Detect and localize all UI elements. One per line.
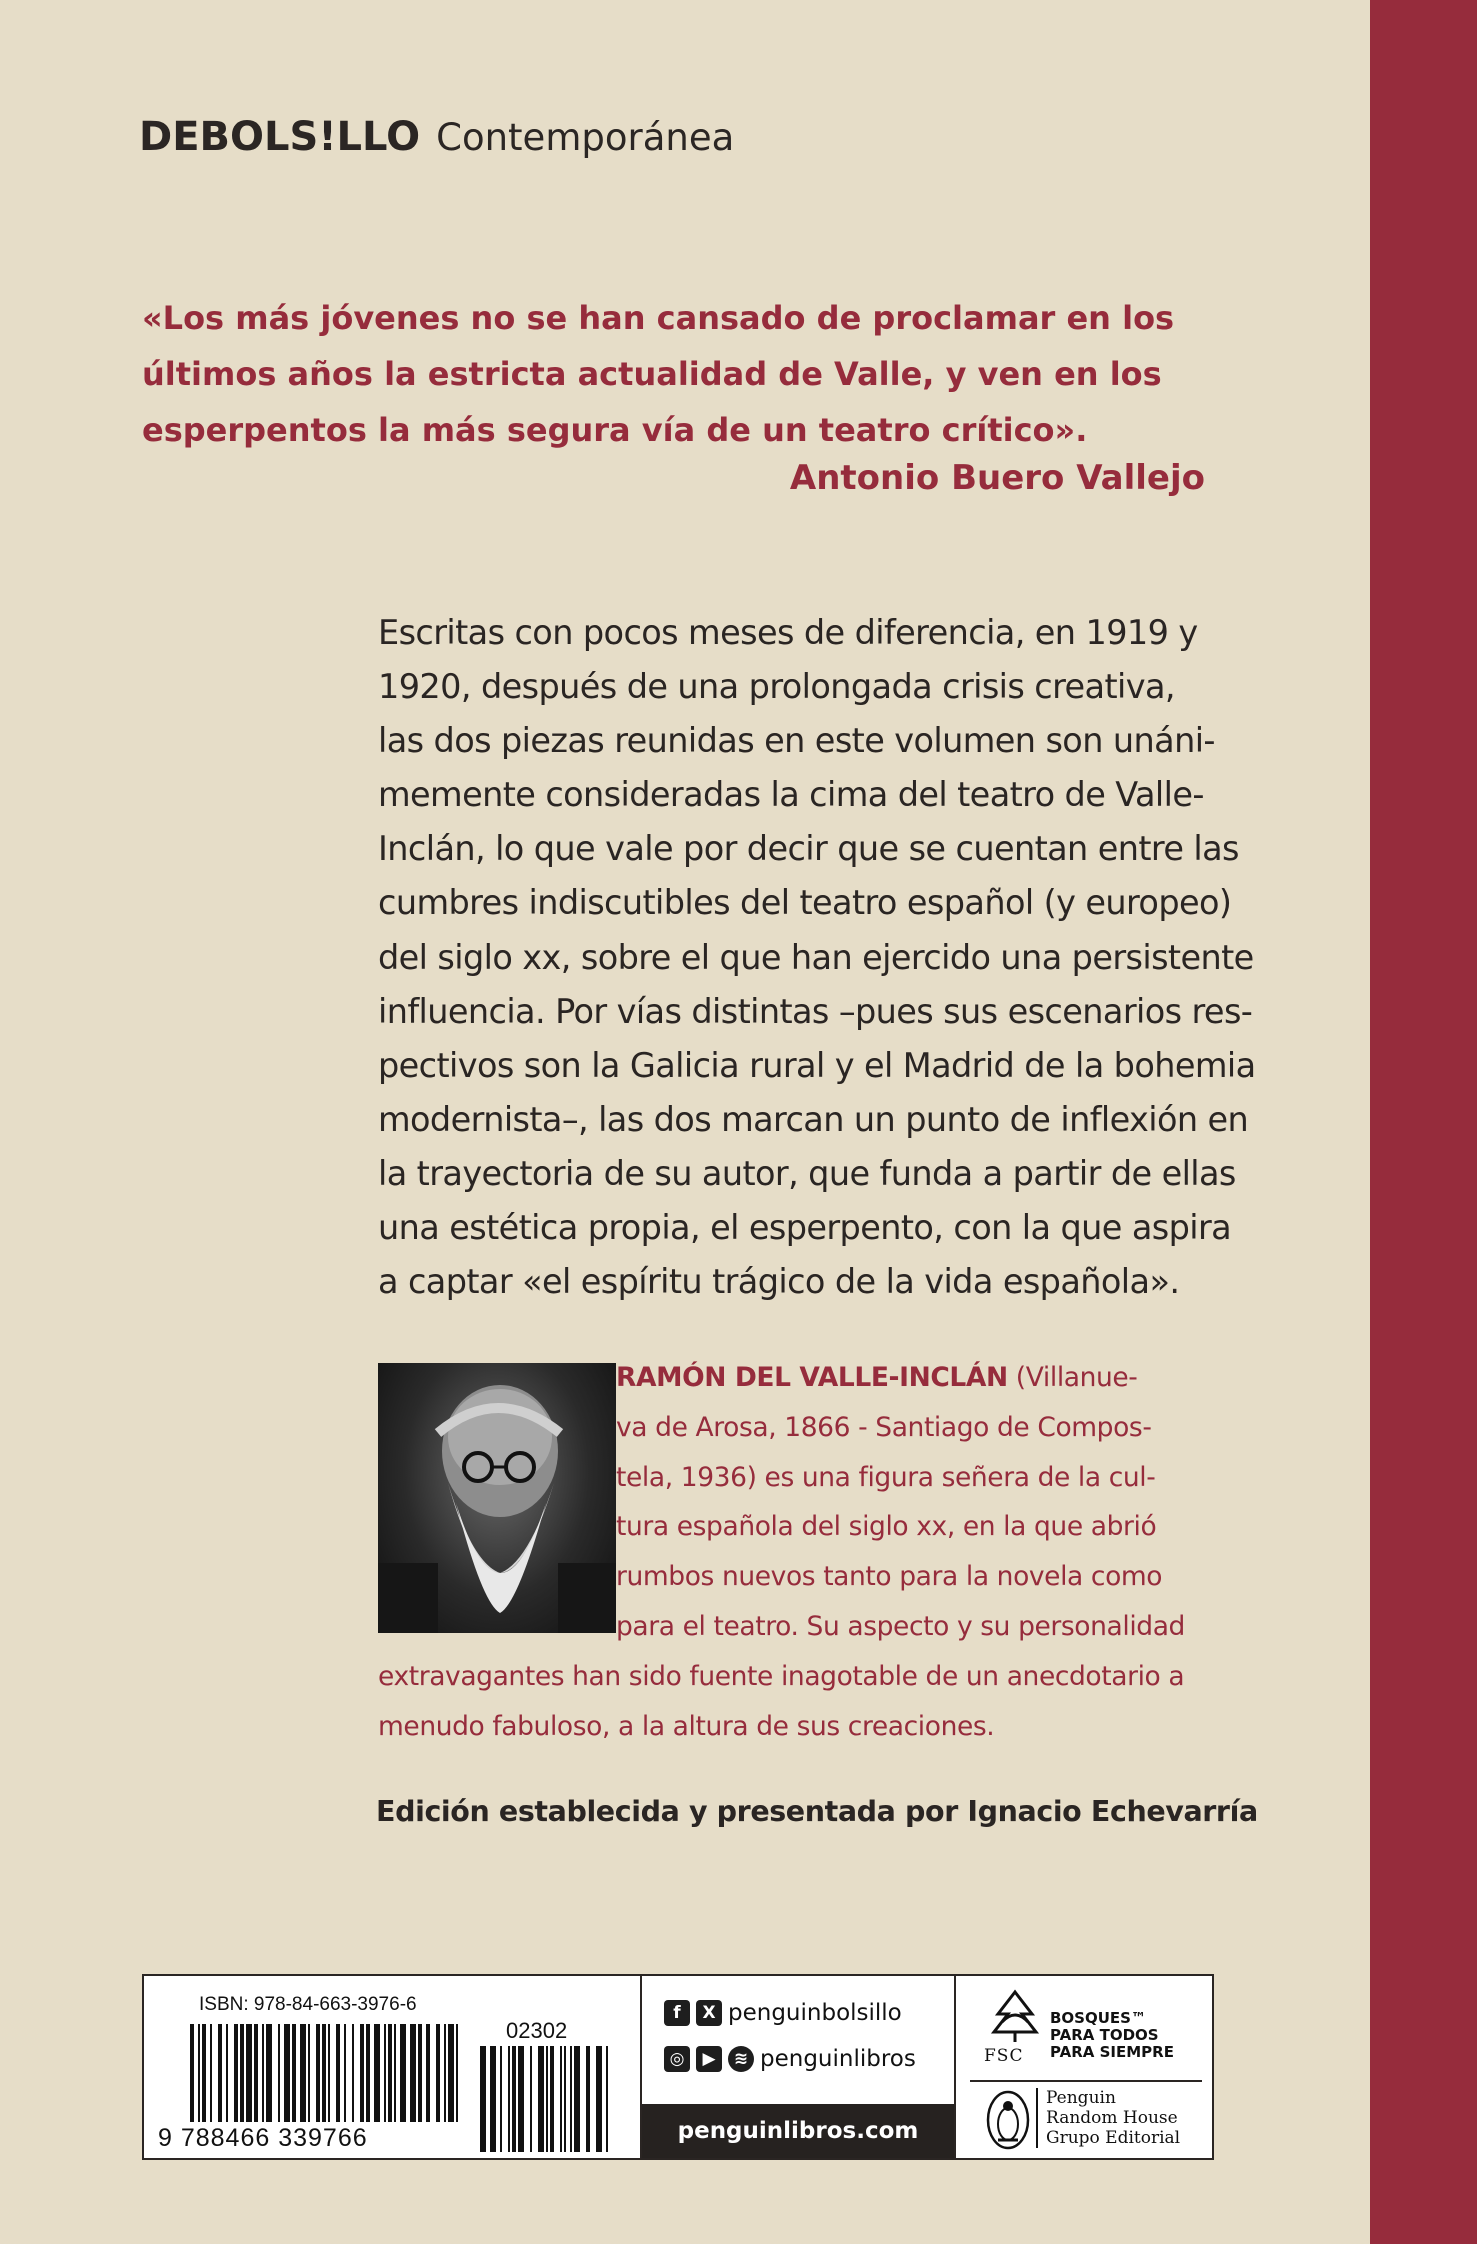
fsc-slogan-line: PARA TODOS bbox=[1050, 2026, 1159, 2044]
barcode-panel bbox=[144, 1976, 642, 2158]
social-handle[interactable]: penguinbolsillo bbox=[728, 2000, 902, 2026]
blurb-line: modernista–, las dos marcan un punto de inflexión en bbox=[378, 1099, 1249, 1139]
youtube-icon[interactable]: ▶ bbox=[696, 2046, 722, 2072]
isbn-label: ISBN: 978-84-663-3976-6 bbox=[199, 1994, 417, 2015]
book-blurb bbox=[378, 606, 1256, 1309]
bio-line-rest: (Villanue- bbox=[1007, 1362, 1138, 1393]
fsc-tree-icon bbox=[988, 1988, 1042, 2044]
blurb-line: pectivos son la Galicia rural y el Madrid de la bohemia bbox=[378, 1045, 1256, 1085]
fsc-slogan-line: BOSQUES™ bbox=[1050, 2009, 1146, 2027]
imprint-line: Penguin bbox=[1046, 2088, 1116, 2108]
fsc-slogan-line: PARA SIEMPRE bbox=[1050, 2043, 1174, 2061]
imprint-divider bbox=[1036, 2088, 1038, 2148]
fsc-label: FSC bbox=[984, 2046, 1024, 2066]
imprint-line: Random House bbox=[1046, 2108, 1178, 2128]
author-bio bbox=[378, 1353, 1210, 1751]
blurb-line: memente consideradas la cima del teatro de Valle- bbox=[378, 775, 1204, 815]
bio-line: tela, 1936) es una figura señera de la cul- bbox=[616, 1461, 1156, 1493]
bio-line: menudo fabuloso, a la altura de sus creaciones. bbox=[378, 1710, 995, 1742]
social-panel bbox=[642, 1976, 956, 2158]
publisher-imprint bbox=[970, 2082, 1202, 2156]
spotify-icon[interactable]: ≋ bbox=[728, 2046, 754, 2072]
bio-line: tura española del siglo xx, en la que abrió bbox=[616, 1511, 1157, 1543]
author-name: RAMÓN DEL VALLE-INCLÁN bbox=[616, 1362, 1008, 1393]
bio-line: va de Arosa, 1866 - Santiago de Compos- bbox=[616, 1411, 1152, 1443]
logo-panel bbox=[956, 1976, 1212, 2158]
blurb-line: Escritas con pocos meses de diferencia, en 1919 y bbox=[378, 613, 1198, 652]
cover-spine-strip bbox=[1370, 0, 1477, 2244]
blurb-line: cumbres indiscutibles del teatro español (y europeo) bbox=[378, 883, 1232, 923]
blurb-line: influencia. Por vías distintas –pues sus escenarios res- bbox=[378, 991, 1253, 1031]
edition-credit: Edición establecida y presentada por Ignacio Echevarría bbox=[376, 1795, 1258, 1828]
instagram-icon[interactable]: ◎ bbox=[664, 2046, 690, 2072]
penguin-logo-icon bbox=[986, 2090, 1030, 2150]
social-handle[interactable]: penguinlibros bbox=[760, 2046, 916, 2072]
barcode-digits: 9 788466 339766 bbox=[158, 2124, 368, 2152]
blurb-line: Inclán, lo que vale por decir que se cuentan entre las bbox=[378, 829, 1239, 869]
x-icon[interactable]: X bbox=[696, 2000, 722, 2026]
blurb-line: del siglo xx, sobre el que han ejercido una persistente bbox=[378, 937, 1254, 977]
publisher-brand bbox=[139, 114, 734, 160]
imprint-line: Grupo Editorial bbox=[1046, 2128, 1181, 2148]
blurb-line: a captar «el espíritu trágico de la vida española». bbox=[378, 1262, 1180, 1302]
price-code: 02302 bbox=[506, 2018, 568, 2043]
collection-name: Contemporánea bbox=[436, 116, 735, 159]
blurb-line: la trayectoria de su autor, que funda a partir de ellas bbox=[378, 1153, 1236, 1193]
bio-line: para el teatro. Su aspecto y su personalidad bbox=[616, 1610, 1185, 1642]
info-box bbox=[142, 1974, 1214, 2160]
quote-author: Antonio Buero Vallejo bbox=[789, 458, 1205, 498]
social-row-bolsillo bbox=[664, 2000, 902, 2026]
blurb-line: 1920, después de una prolongada crisis creativa, bbox=[378, 667, 1175, 707]
facebook-icon[interactable]: f bbox=[664, 2000, 690, 2026]
bio-line bbox=[378, 1353, 1210, 1403]
publisher-logo: DEBOLS!LLO bbox=[139, 114, 421, 160]
pull-quote: «Los más jóvenes no se han cansado de proclamar en los últimos años la estricta actualidad de Valle, y ven en los esperpentos la más segura vía de un teatro crítico». bbox=[142, 299, 1175, 449]
imprint-name bbox=[1046, 2088, 1180, 2148]
blurb-line: una estética propia, el esperpento, con la que aspira bbox=[378, 1208, 1232, 1248]
fsc-slogan bbox=[1050, 2010, 1174, 2061]
bio-line: rumbos nuevos tanto para la novela como bbox=[616, 1561, 1163, 1593]
social-row-libros bbox=[664, 2046, 916, 2072]
website-link[interactable]: penguinlibros.com bbox=[642, 2104, 954, 2158]
bio-line: extravagantes han sido fuente inagotable de un anecdotario a bbox=[378, 1660, 1185, 1692]
blurb-line: las dos piezas reunidas en este volumen son unáni- bbox=[378, 721, 1215, 761]
fsc-certification bbox=[970, 1982, 1202, 2082]
